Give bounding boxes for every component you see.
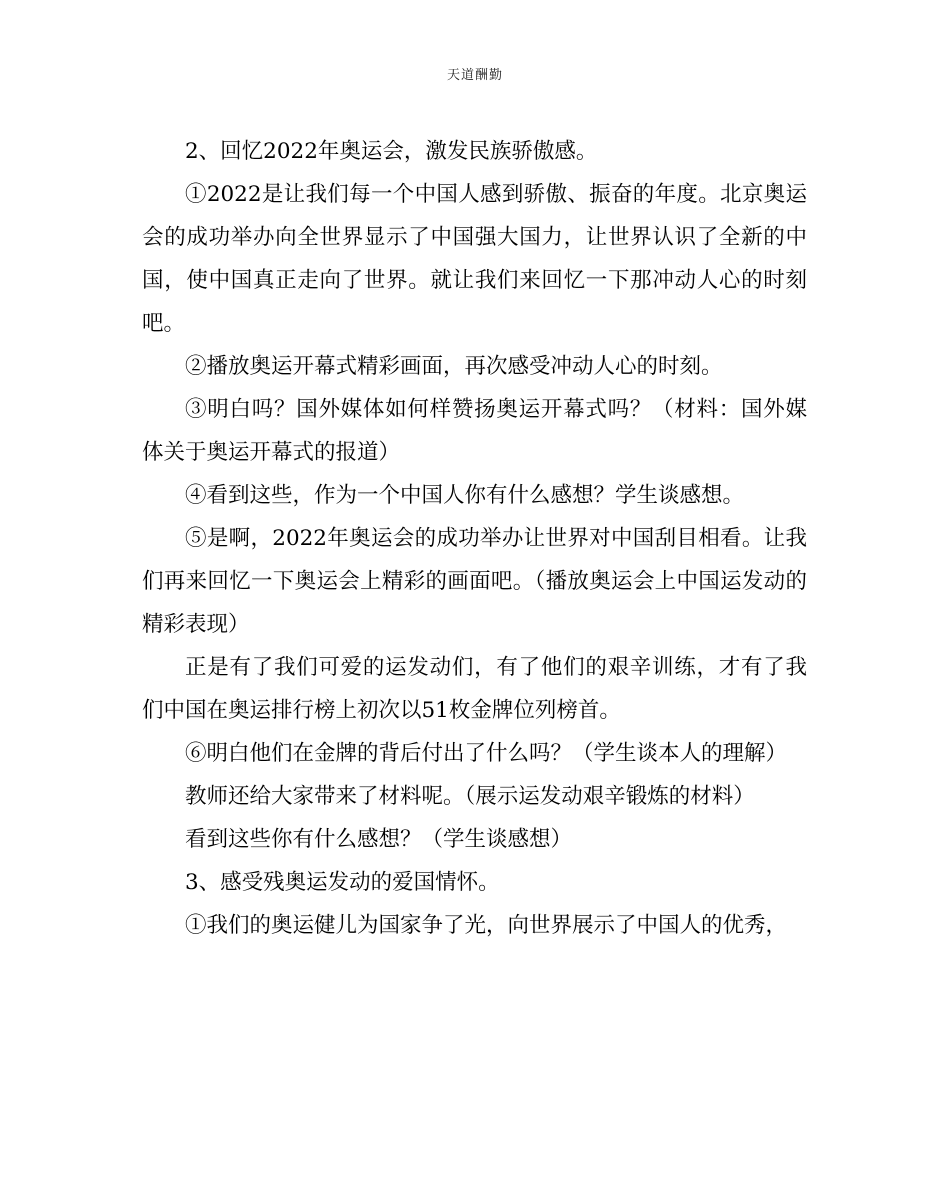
paragraph-item-4: ④看到这些，作为一个中国人你有什么感想？学生谈感想。 bbox=[185, 483, 745, 508]
paragraph-teacher-material: 教师还给大家带来了材料呢。（展示运发动艰辛锻炼的材料） bbox=[185, 784, 755, 809]
paragraph-item-3: ③明白吗？国外媒体如何样赞扬奥运开幕式吗？（材料：国外媒体关于奥运开幕式的报道） bbox=[142, 397, 807, 465]
paragraph-item-1: ①2022是让我们每一个中国人感到骄傲、振奋的年度。北京奥运会的成功举办向全世界显示了中国强大国力，让世界认识了全新的中国，使中国真正走向了世界。就让我们来回忆一下那冲动人心的时刻吧。 bbox=[142, 182, 807, 336]
paragraph-section-2-heading: 2、回忆2022年奥运会，激发民族骄傲感。 bbox=[185, 139, 598, 164]
paragraph-thoughts: 看到这些你有什么感想？（学生谈感想） bbox=[185, 827, 573, 852]
paragraph-athletes: 正是有了我们可爱的运发动们，有了他们的艰辛训练，才有了我们中国在奥运排行榜上初次以51枚金牌位列榜首。 bbox=[142, 655, 807, 723]
page-header: 天道酬勤 bbox=[446, 68, 503, 83]
document-body bbox=[142, 130, 807, 947]
paragraph-item-6: ⑥明白他们在金牌的背后付出了什么吗？（学生谈本人的理解） bbox=[185, 741, 788, 766]
paragraph-item-1b: ①我们的奥运健儿为国家争了光，向世界展示了中国人的优秀， bbox=[185, 913, 788, 938]
paragraph-item-5: ⑤是啊，2022年奥运会的成功举办让世界对中国刮目相看。让我们再来回忆一下奥运会上精彩的画面吧。（播放奥运会上中国运发动的精彩表现） bbox=[142, 526, 807, 637]
paragraph-item-2: ②播放奥运开幕式精彩画面，再次感受冲动人心的时刻。 bbox=[185, 354, 723, 379]
paragraph-section-3-heading: 3、感受残奥运发动的爱国情怀。 bbox=[185, 870, 500, 895]
